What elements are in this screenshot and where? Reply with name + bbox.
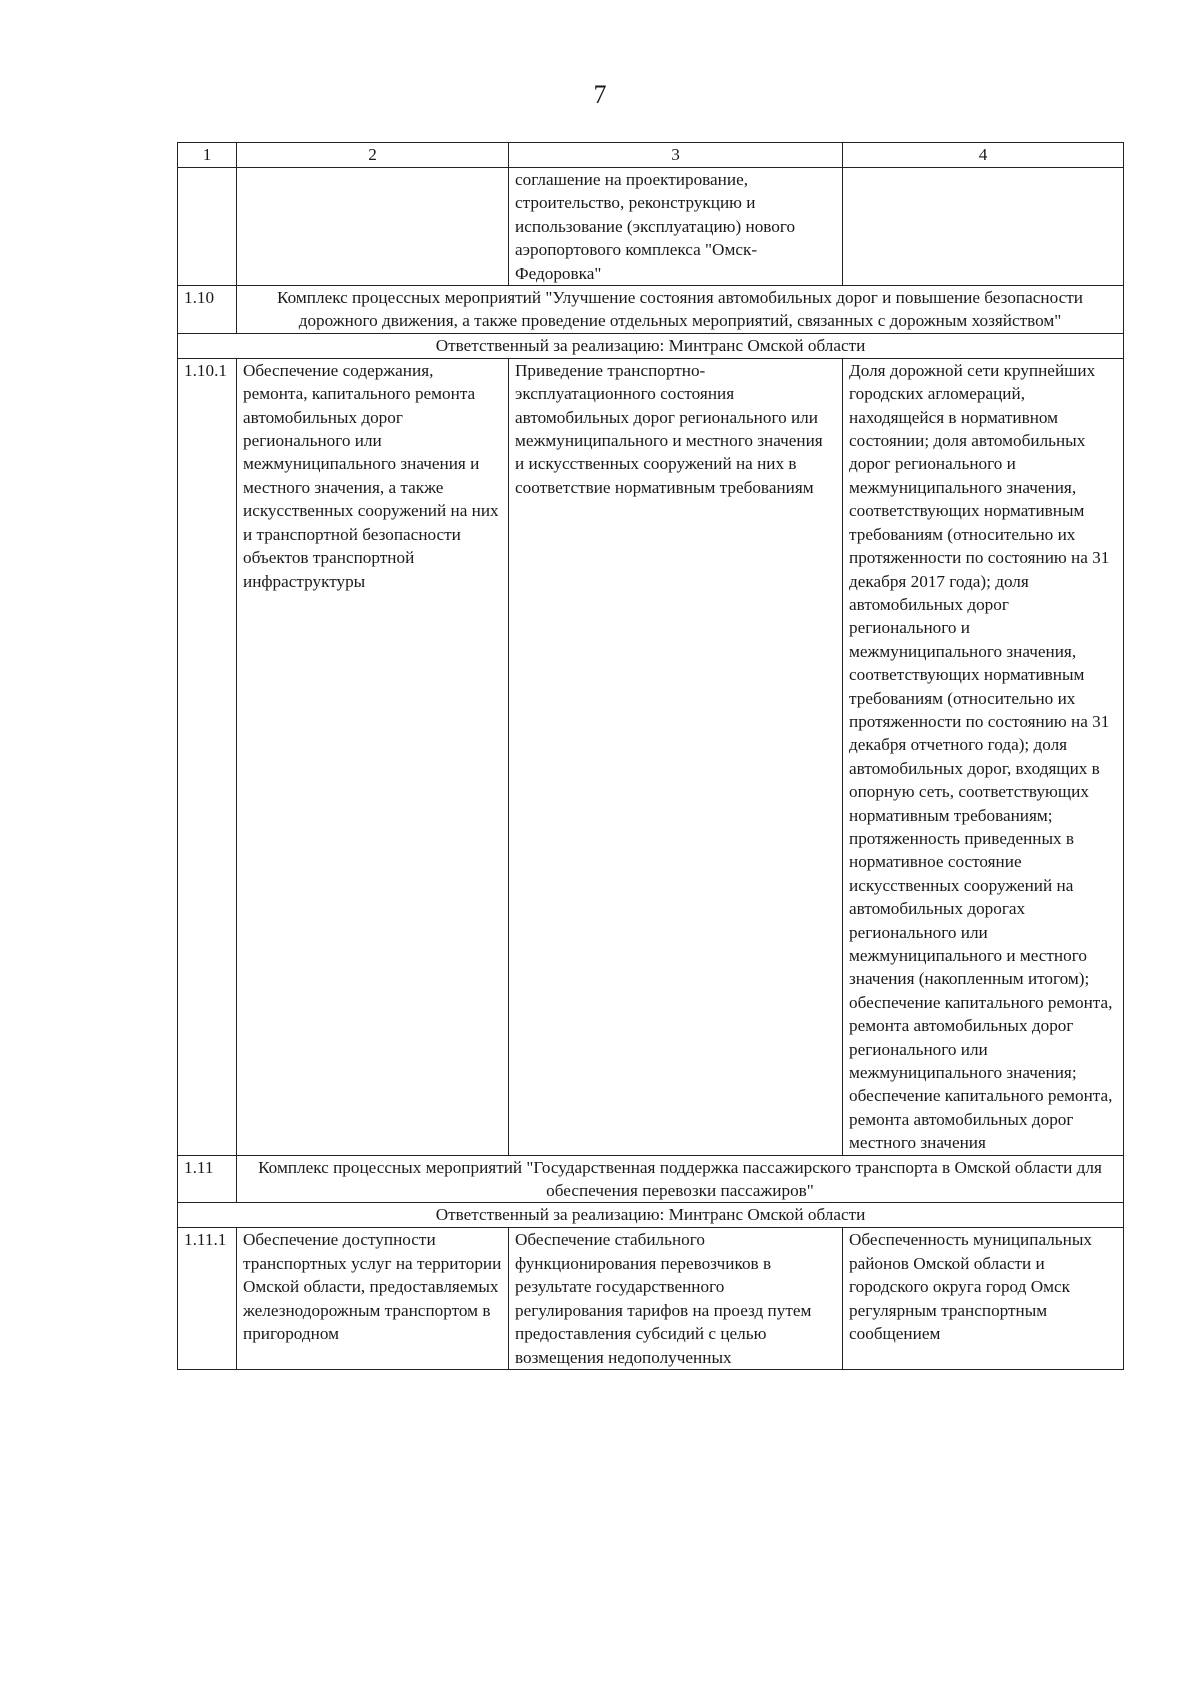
- row-number: 1.10.1: [178, 358, 237, 1155]
- column-number-3: 3: [509, 143, 843, 168]
- column-number-row: [178, 143, 1124, 168]
- section-number: 1.11: [178, 1155, 237, 1203]
- indicators-cell: Обеспеченность муниципальных районов Омской области и городского округа город Омск регулярным транспортным сообщением: [843, 1228, 1124, 1369]
- section-title: Комплекс процессных мероприятий "Государственная поддержка пассажирского транспорта в Омской области для обеспечения перевозки пассажиров": [237, 1155, 1124, 1203]
- program-table: [177, 142, 1124, 1370]
- task-cell: Обеспечение содержания, ремонта, капитального ремонта автомобильных дорог регионального или межмуниципального значения и местного значения, а также искусственных сооружений на них и транспортной безопасности объектов транспортной инфраструктуры: [237, 358, 509, 1155]
- section-title: Комплекс процессных мероприятий "Улучшение состояния автомобильных дорог и повышение безопасности дорожного движения, а также проведение отдельных мероприятий, связанных с дорожным хозяйством": [237, 286, 1124, 334]
- task-cell: Обеспечение доступности транспортных услуг на территории Омской области, предоставляемых железнодорожным транспортом в пригородном: [237, 1228, 509, 1369]
- continuation-col2: [237, 168, 509, 286]
- continuation-col3: соглашение на проектирование, строительство, реконструкцию и использование (эксплуатацию) нового аэропортового комплекса "Омск-Федоровка": [509, 168, 843, 286]
- table-row-1-11-1: [178, 1228, 1124, 1369]
- effect-cell: Приведение транспортно-эксплуатационного состояния автомобильных дорог регионального или межмуниципального и местного значения и искусственных сооружений на них в соответствие нормативным требованиям: [509, 358, 843, 1155]
- responsible-row-1-11: [178, 1203, 1124, 1228]
- section-row-1-11: [178, 1155, 1124, 1203]
- responsible-label: Ответственный за реализацию: Минтранс Омской области: [178, 1203, 1124, 1228]
- column-number-1: 1: [178, 143, 237, 168]
- section-row-1-10: [178, 286, 1124, 334]
- effect-cell: Обеспечение стабильного функционирования перевозчиков в результате государственного регулирования тарифов на проезд путем предоставления субсидий с целью возмещения недополученных: [509, 1228, 843, 1369]
- responsible-label: Ответственный за реализацию: Минтранс Омской области: [178, 333, 1124, 358]
- continuation-col1: [178, 168, 237, 286]
- table-row-1-10-1: [178, 358, 1124, 1155]
- responsible-row-1-10: [178, 333, 1124, 358]
- table-row-continuation: [178, 168, 1124, 286]
- page-number: 7: [593, 80, 607, 109]
- column-number-4: 4: [843, 143, 1124, 168]
- section-number: 1.10: [178, 286, 237, 334]
- column-number-2: 2: [237, 143, 509, 168]
- continuation-col4: [843, 168, 1124, 286]
- indicators-cell: Доля дорожной сети крупнейших городских агломераций, находящейся в нормативном состоянии; доля автомобильных дорог регионального и межмуниципального значения, соответствующих нормативным требованиям (относительно их протяженности по состоянию на 31 декабря 2017 года); доля автомобильных дорог регионального и межмуниципального значения, соответствующих нормативным требованиям (относительно их протяженности по состоянию на 31 декабря отчетного года); доля автомобильных дорог, входящих в опорную сеть, соответствующих нормативным требованиям; протяженность приведенных в нормативное состояние искусственных сооружений на автомобильных дорогах регионального или межмуниципального и местного значения (накопленным итогом); обеспечение капитального ремонта, ремонта автомобильных дорог регионального или межмуниципального значения; обеспечение капитального ремонта, ремонта автомобильных дорог местного значения: [843, 358, 1124, 1155]
- row-number: 1.11.1: [178, 1228, 237, 1369]
